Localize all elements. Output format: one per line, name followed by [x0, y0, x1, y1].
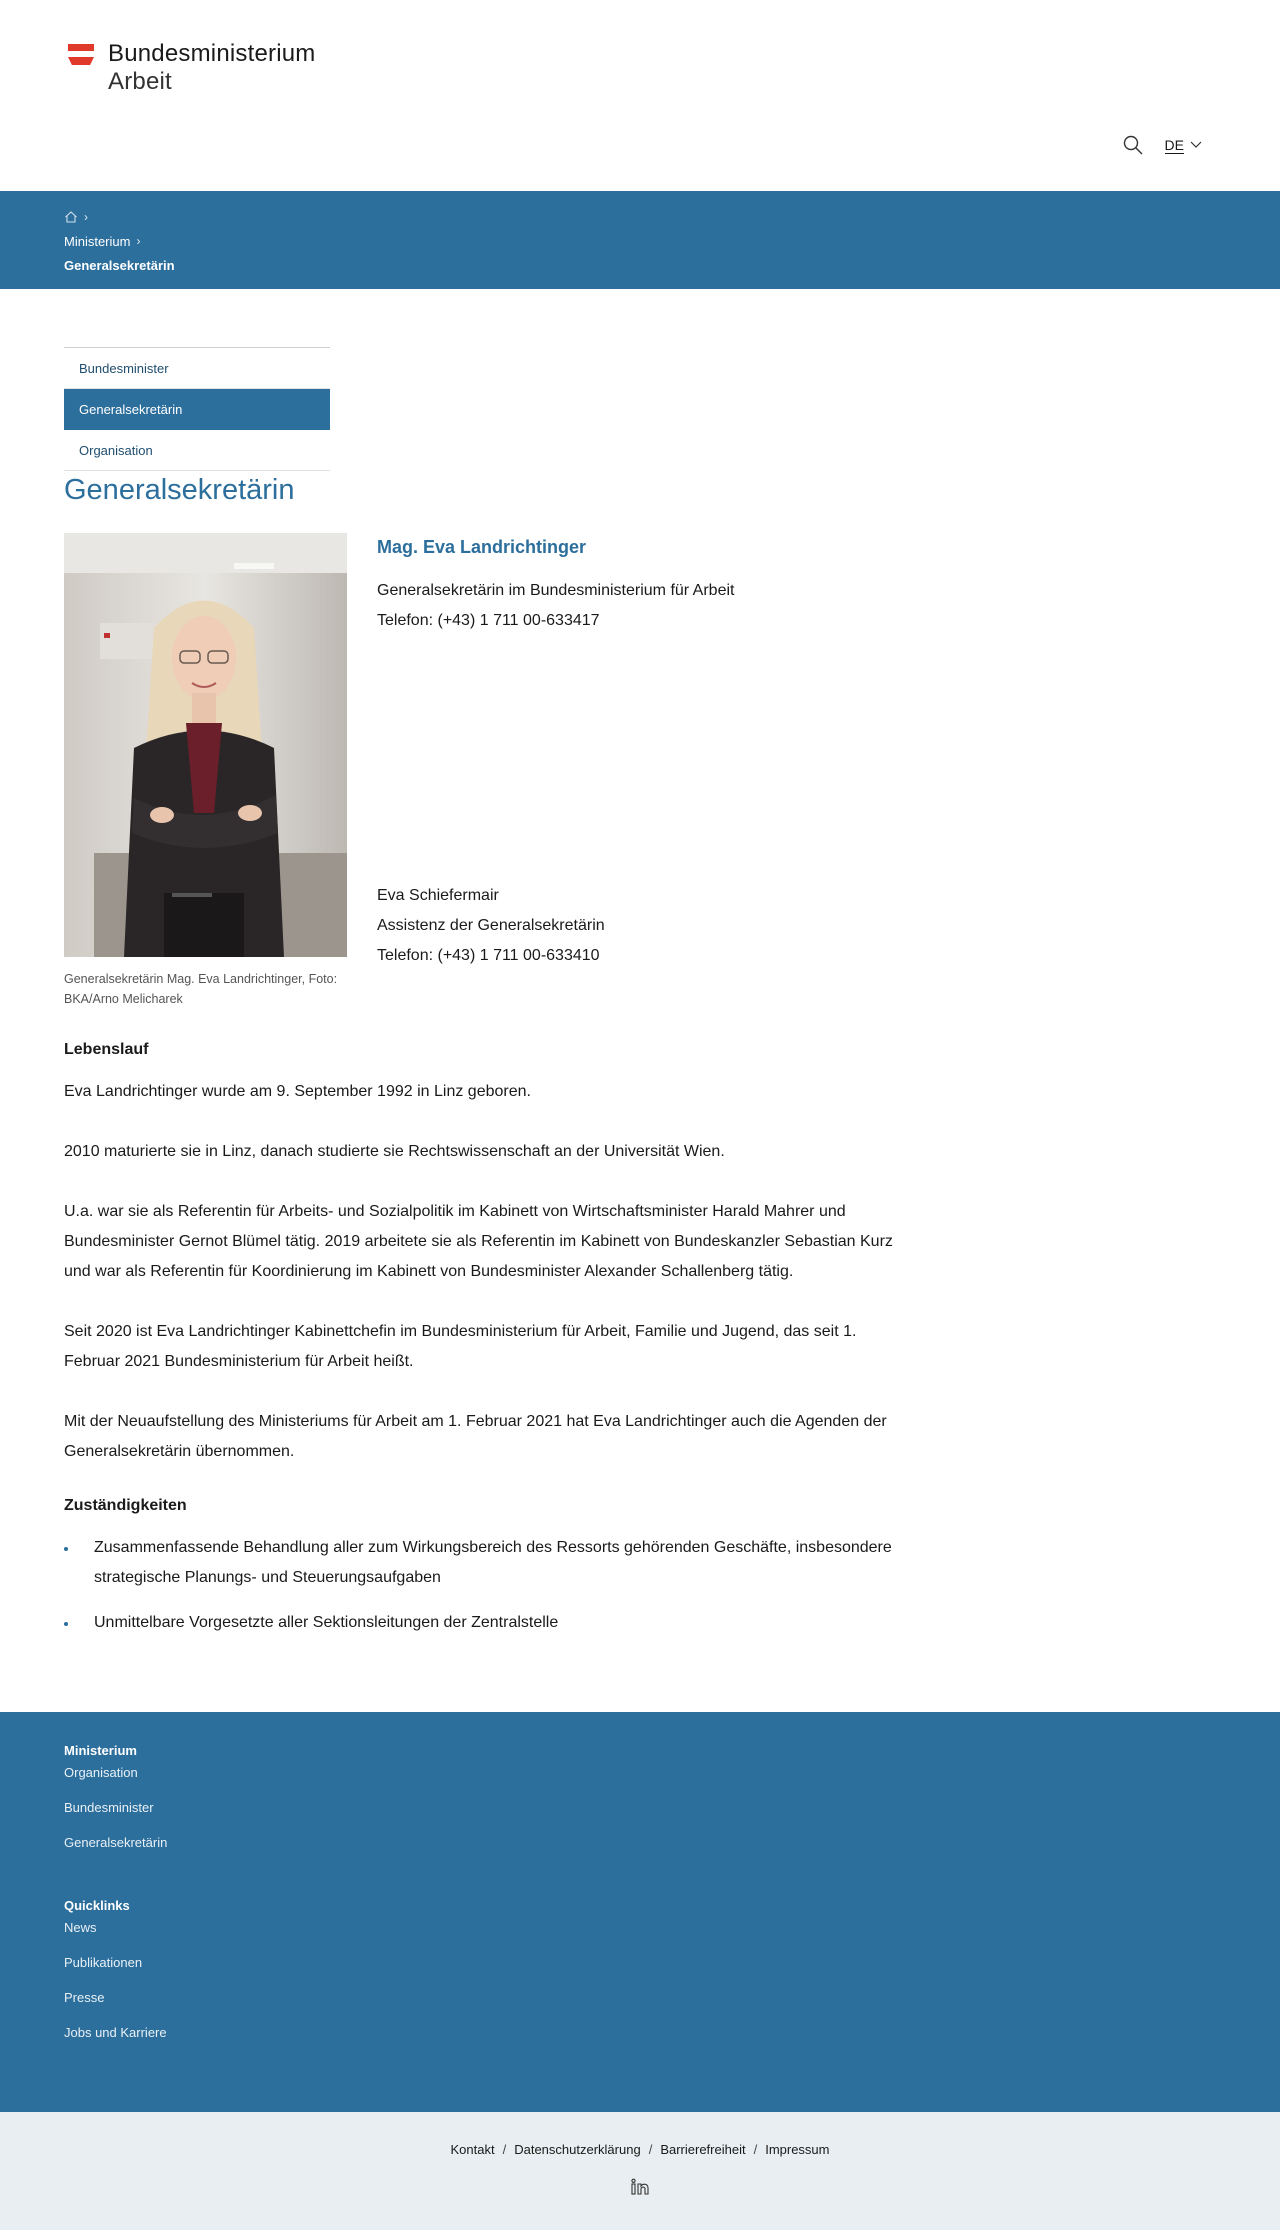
home-icon[interactable]: [64, 210, 78, 224]
breadcrumb-home-row: [64, 205, 1216, 229]
austria-flag-icon: [68, 44, 94, 66]
person-name: Mag. Eva Landrichtinger: [377, 537, 587, 557]
page-title: Generalsekretärin: [64, 474, 295, 506]
linkedin-icon[interactable]: [631, 2178, 649, 2196]
portrait-photo: [64, 533, 347, 957]
legal-links: [0, 2142, 1280, 2157]
person-phone: Telefon: (+43) 1 711 00-633417: [377, 612, 600, 629]
site-footer: [0, 1712, 1280, 2112]
logo-line1: Bundesministerium: [108, 40, 316, 67]
footer-link-news[interactable]: News: [64, 1920, 97, 1935]
person-role: Generalsekretärin im Bundesministerium für Arbeit: [377, 582, 735, 599]
legal-link-impressum[interactable]: Impressum: [765, 2142, 830, 2157]
footer-link-presse[interactable]: Presse: [64, 1990, 105, 2005]
duties-heading: Zuständigkeiten: [64, 1497, 187, 1514]
breadcrumb-separator: ›: [84, 210, 88, 224]
breadcrumb-current: [64, 253, 1216, 277]
biography-section: [64, 1041, 914, 1653]
language-switcher[interactable]: [1165, 137, 1202, 154]
cv-paragraph: Eva Landrichtinger wurde am 9. September 1992 in Linz geboren.: [64, 1083, 531, 1100]
footer-link-generalsekretaerin[interactable]: Generalsekretärin: [64, 1835, 168, 1850]
footer-link-organisation[interactable]: Organisation: [64, 1765, 138, 1780]
breadcrumb-link-ministerium[interactable]: Ministerium: [64, 233, 131, 249]
footer-link-publikationen[interactable]: Publikationen: [64, 1955, 143, 1970]
sidenav-item-organisation[interactable]: Organisation: [64, 430, 330, 471]
legal-link-barrierefreiheit[interactable]: Barrierefreiheit: [660, 2142, 746, 2157]
footer-heading: Ministerium: [64, 1743, 137, 1758]
site-header: [0, 0, 1280, 191]
person-card: [377, 537, 937, 636]
cv-heading: Lebenslauf: [64, 1041, 149, 1058]
footer-link-jobs[interactable]: Jobs und Karriere: [64, 2025, 167, 2040]
legal-separator: /: [753, 2142, 758, 2157]
legal-footer: [0, 2112, 1280, 2230]
footer-heading: Quicklinks: [64, 1898, 130, 1913]
breadcrumb-item: [64, 229, 1216, 253]
footer-group-ministerium: [64, 1740, 1216, 1867]
cv-paragraph: 2010 maturierte sie in Linz, danach studierte sie Rechtswissenschaft an der Universität Wien.: [64, 1143, 725, 1160]
sidenav-item-generalsekretaerin[interactable]: Generalsekretärin: [64, 389, 330, 430]
assistant-contact: [377, 881, 605, 971]
site-logo[interactable]: [68, 40, 315, 96]
side-navigation: [64, 347, 330, 471]
list-item: Zusammenfassende Behandlung aller zum Wirkungsbereich des Ressorts gehörenden Geschäfte, insbesondere strategische Planungs- und Steuerungsaufgaben: [64, 1533, 914, 1593]
cv-paragraph: Seit 2020 ist Eva Landrichtinger Kabinettchefin im Bundesministerium für Arbeit, Familie und Jugend, das seit 1. Februar 2021 Bundesministerium für Arbeit heißt.: [64, 1323, 857, 1370]
assistant-role: Assistenz der Generalsekretärin: [377, 917, 605, 934]
legal-link-kontakt[interactable]: Kontakt: [450, 2142, 495, 2157]
assistant-phone: Telefon: (+43) 1 711 00-633410: [377, 947, 600, 964]
portrait-illustration: [64, 533, 347, 957]
legal-separator: /: [648, 2142, 653, 2157]
chevron-down-icon: [1190, 141, 1202, 149]
duties-list: [64, 1533, 914, 1638]
footer-group-quicklinks: [64, 1895, 1216, 2057]
breadcrumb-separator: ›: [136, 234, 141, 248]
breadcrumb: [0, 191, 1280, 289]
breadcrumb-current-label: Generalsekretärin: [64, 257, 175, 273]
list-item: Unmittelbare Vorgesetzte aller Sektionsleitungen der Zentralstelle: [64, 1608, 914, 1638]
sidenav-item-bundesminister[interactable]: Bundesminister: [64, 348, 330, 389]
logo-text: [108, 40, 315, 96]
legal-link-datenschutz[interactable]: Datenschutzerklärung: [514, 2142, 641, 2157]
legal-separator: /: [502, 2142, 507, 2157]
photo-caption: Generalsekretärin Mag. Eva Landrichtinger, Foto: BKA/Arno Melicharek: [64, 972, 338, 1006]
cv-paragraph: Mit der Neuaufstellung des Ministeriums für Arbeit am 1. Februar 2021 hat Eva Landrichtinger auch die Agenden der Generalsekretärin übernommen.: [64, 1413, 887, 1460]
language-code: DE: [1164, 136, 1184, 153]
cv-paragraph: U.a. war sie als Referentin für Arbeits- und Sozialpolitik im Kabinett von Wirtschaftsminister Harald Mahrer und Bundesminister Gernot Blümel tätig. 2019 arbeitete sie als Referentin im Kabinett von Bundeskanzler Sebastian Kurz und war als Referentin für Koordinierung im Kabinett von Bundesminister Alexander Schallenberg tätig.: [64, 1203, 893, 1280]
footer-link-bundesminister[interactable]: Bundesminister: [64, 1800, 154, 1815]
header-tools: [1121, 133, 1202, 157]
assistant-name: Eva Schiefermair: [377, 887, 499, 904]
logo-line2: Arbeit: [108, 68, 172, 95]
search-icon[interactable]: [1121, 133, 1145, 157]
